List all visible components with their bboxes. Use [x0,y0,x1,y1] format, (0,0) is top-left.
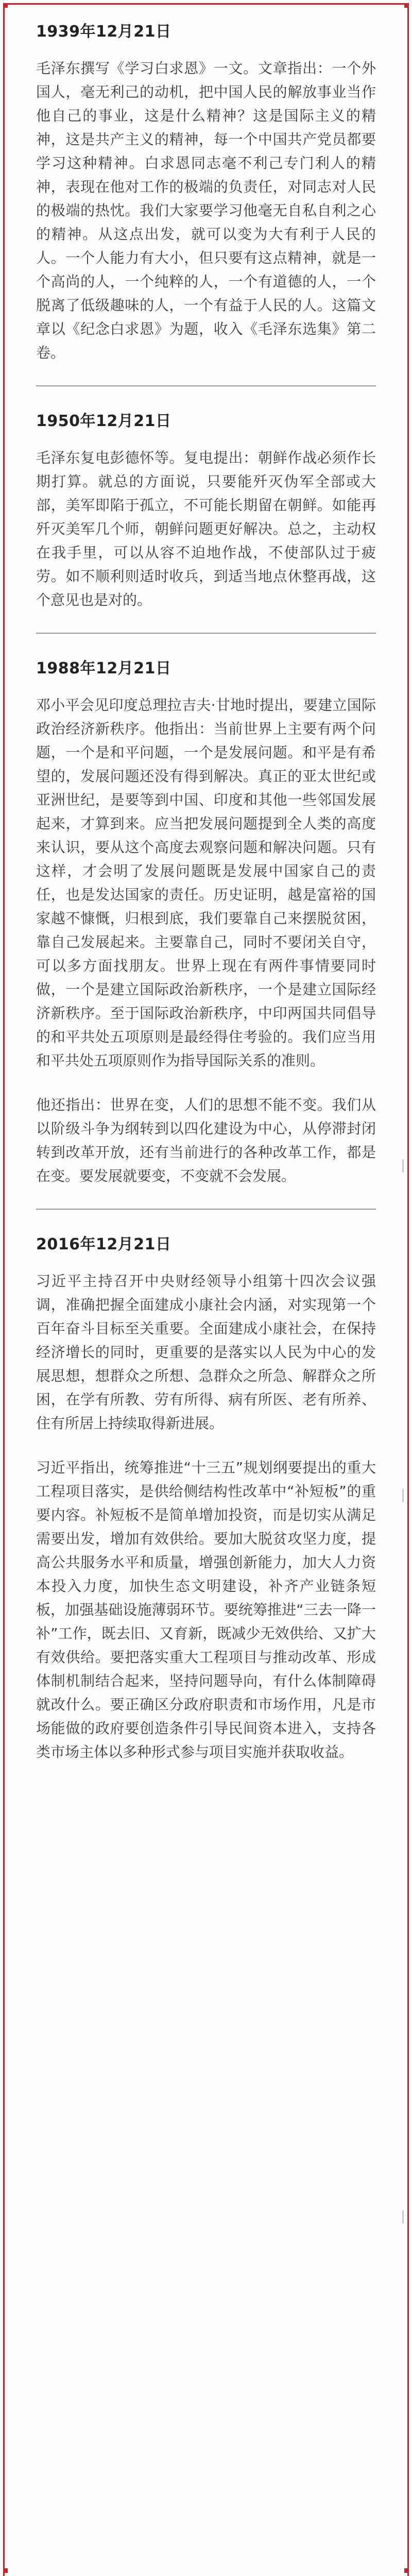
history-entry-1988 [36,657,376,1188]
entry-date: 2016年12月21日 [36,1235,171,1253]
entry-paragraph: 毛泽东撰写《学习白求恩》一文。文章指出：一个外国人，毫无利己的动机，把中国人民的解放事业当作他自己的事业，这是什么精神？这是国际主义的精神，这是共产主义的精神，每一个中国共产党员都要学习这种精神。白求恩同志毫不利己专门利人的精神，表现在他对工作的极端的负责任，对同志对人民的极端的热忱。我们大家要学习他毫无自私自利之心的精神。从这点出发，就可以变为大有利于人民的人。一个人能力有大小，但只要有这点精神，就是一个高尚的人，一个纯粹的人，一个有道德的人，一个脱离了低级趣味的人，一个有益于人民的人。这篇文章以《纪念白求恩》为题，收入《毛泽东选集》第二卷。 [36,60,376,361]
history-entry-2016 [36,1233,376,1764]
entry-paragraph: 习近平指出，统筹推进“十三五”规划纲要提出的重大工程项目落实，是供给侧结构性改革中“补短板”的重要内容。补短板不是简单增加投资，而是切实从满足需要出发，增加有效供给。要加大脱贫攻坚力度，提高公共服务水平和质量，增强创新能力，加大人力资本投入力度，加快生态文明建设，补齐产业链条短板，加强基础设施薄弱环节。要统筹推进“三去一降一补”工作，既去旧、又育新，既减少无效供给、又扩大有效供给。要把落实重大工程项目与推动改革、形成体制机制结合起来，坚持问题导向，有什么体制障碍就改什么。要正确区分政府职责和市场作用，凡是市场能做的政府要创造条件引导民间资本进入，支持各类市场主体以多种形式参与项目实施并获取收益。 [36,1459,376,1760]
corner-ornament [3,2568,8,2573]
entry-date: 1939年12月21日 [36,23,171,41]
section-divider [36,385,376,386]
section-divider [36,1209,376,1210]
history-entry-1939 [36,21,376,365]
corner-ornament [3,3,8,8]
scroll-indicator[interactable] [402,1159,404,1173]
entry-paragraph: 他还指出：世界在变，人们的思想不能不变。我们从以阶级斗争为纲转到以四化建设为中心，从停滞封闭转到改革开放，还有当前进行的各种改革工作，都是在变。要发展就要变，不变就不会发展。 [36,1096,376,1184]
corner-ornament [404,2568,409,2573]
entry-paragraph: 习近平主持召开中央财经领导小组第十四次会议强调，准确把握全面建成小康社会内涵，对实现第一个百年奋斗目标至关重要。全面建成小康社会，在保持经济增长的同时，更重要的是落实以人民为中心的发展思想，想群众之所想、急群众之所急、解群众之所困，在学有所教、劳有所得、病有所医、老有所养、住有所居上持续取得新进展。 [36,1273,376,1432]
entry-paragraph: 毛泽东复电彭德怀等。复电提出：朝鲜作战必须作长期打算。就总的方面说，只要能歼灭伪军全部或大部，美军即陷于孤立，不可能长期留在朝鲜。如能再歼灭美军几个师，朝鲜问题更好解决。总之，主动权在我手里，可以从容不迫地作战，不使部队过于疲劳。如不顺利则适时收兵，到适当地点休整再战，这个意见也是对的。 [36,449,376,608]
scroll-indicator[interactable] [402,2210,404,2224]
history-entry-1950 [36,410,376,612]
entry-date: 1988年12月21日 [36,659,171,677]
corner-ornament [404,3,409,8]
section-divider [36,633,376,634]
entry-paragraph: 邓小平会见印度总理拉吉夫·甘地时提出，要建立国际政治经济新秩序。他指出：当前世界上主要有两个问题，一个是和平问题，一个是发展问题。和平是有希望的，发展问题还没有得到解决。真正的亚太世纪或亚洲世纪，是要等到中国、印度和其他一些邻国发展起来，才算到来。应当把发展问题提到全人类的高度来认识，要从这个高度去观察问题和解决问题。只有这样，才会明了发展问题既是发展中国家自己的责任，也是发达国家的责任。历史证明，越是富裕的国家越不慷慨，归根到底，我们要靠自己来摆脱贫困，靠自己发展起来。主要靠自己，同时不要闭关自守，可以多方面找朋友。世界上现在有两件事情要同时做，一个是建立国际政治新秩序，一个是建立国际经济新秩序。至于国际政治新秩序，中印两国共同倡导的和平共处五项原则是最经得住考验的。我们应当用和平共处五项原则作为指导国际关系的准则。 [36,697,376,1069]
article-body[interactable] [36,21,376,1785]
entry-date: 1950年12月21日 [36,412,171,430]
scroll-indicator[interactable] [402,1489,404,1502]
